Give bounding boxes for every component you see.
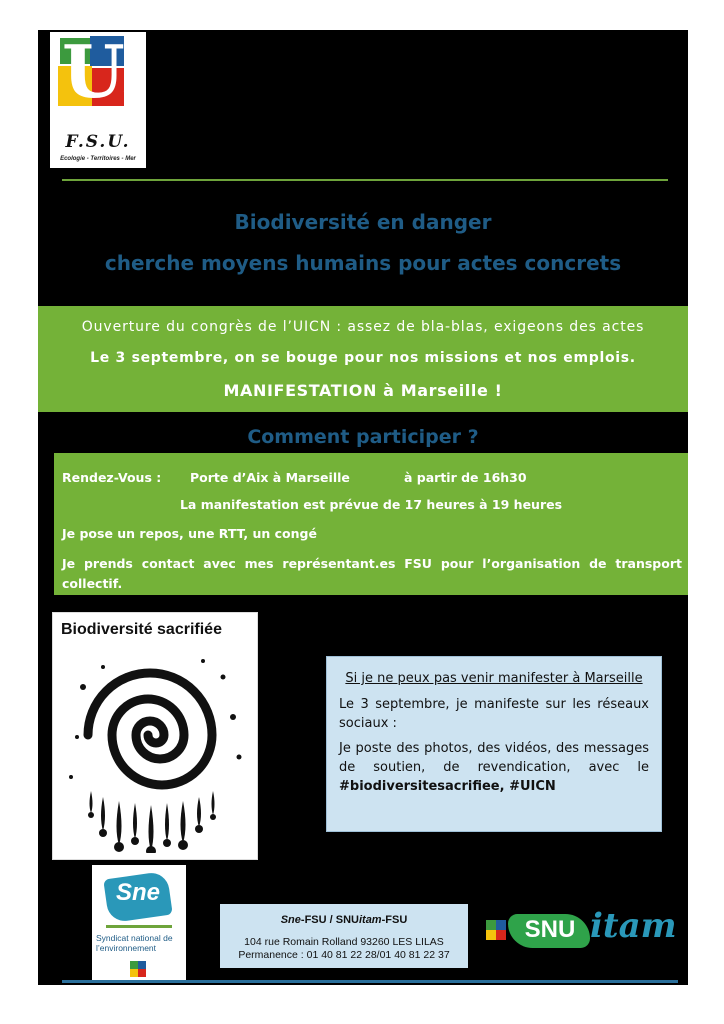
remote-title: Si je ne peux pas venir manifester à Marseille: [345, 671, 643, 686]
image-caption: Biodiversité sacrifiée: [61, 621, 222, 638]
flyer: [38, 30, 688, 985]
remote-participation-box: [326, 656, 662, 832]
org-part-a: Sne: [280, 914, 301, 926]
address-phone: Permanence : 01 40 81 22 28/01 40 81 22 37: [238, 949, 450, 961]
remote-paragraph-2-text: Je poste des photos, des vidéos, des messages de soutien, de revendication, avec le: [339, 741, 649, 775]
dripping-spiral-icon: [63, 647, 249, 853]
blue-divider: [62, 980, 678, 983]
contact-text: Je prends contact avec mes représentant.es FSU pour l’organisation de transport collectif.: [62, 556, 682, 591]
banner-line-1: Ouverture du congrès de l’UICN : assez de bla-blas, exigeons des actes: [81, 319, 645, 335]
logo-tagline: Ecologie - Territoires - Mer: [60, 156, 136, 162]
remote-paragraph-1: Le 3 septembre, je manifeste sur les réseaux sociaux :: [339, 697, 649, 731]
headline-line-1: Biodiversité en danger: [234, 210, 492, 234]
snuitam-logo: [484, 902, 680, 962]
org-part-c: itam: [358, 914, 382, 926]
hashtags: #biodiversitesacrifiee, #UICN: [339, 779, 556, 794]
address-org: [220, 914, 468, 926]
sne-divider: [106, 925, 172, 928]
address-box: [220, 904, 468, 968]
biodiversity-image: [52, 612, 258, 860]
address-street: 104 rue Romain Rolland 93260 LES LILAS: [244, 936, 444, 948]
banner-line-2: Le 3 septembre, on se bouge pour nos missions et nos emplois.: [90, 350, 636, 366]
fsu-logo: [50, 29, 146, 168]
rendezvous-place: Porte d’Aix à Marseille: [190, 470, 350, 485]
sne-word: Sne: [115, 879, 160, 906]
mini-fsu-icon: [486, 920, 506, 940]
mini-fsu-icon: [130, 961, 146, 977]
snu-word: SNU: [524, 916, 576, 943]
sne-logo: [92, 865, 186, 983]
logo-name: F.S.U.: [65, 132, 131, 152]
how-to-title: Comment participer ?: [247, 426, 479, 448]
rendezvous-time: à partir de 16h30: [404, 470, 527, 485]
leave-text: Je pose un repos, une RTT, un congé: [62, 526, 317, 541]
org-part-d: -FSU: [381, 914, 408, 926]
remote-paragraph-2: [339, 739, 649, 796]
schedule-text: La manifestation est prévue de 17 heures à 19 heures: [179, 497, 563, 512]
how-to-panel: [54, 453, 688, 595]
banner: [38, 306, 688, 412]
org-part-b: -FSU / SNU: [300, 914, 359, 926]
itam-word: itam: [590, 906, 677, 946]
sne-subtitle: Syndicat national de l’environnement: [96, 933, 173, 953]
rendezvous-label: Rendez-Vous :: [62, 470, 162, 485]
banner-line-3: MANIFESTATION à Marseille !: [223, 381, 503, 400]
green-divider: [62, 179, 668, 181]
logo-letter: U.: [62, 29, 144, 114]
headline-line-2: cherche moyens humains pour actes concrets: [104, 251, 622, 275]
